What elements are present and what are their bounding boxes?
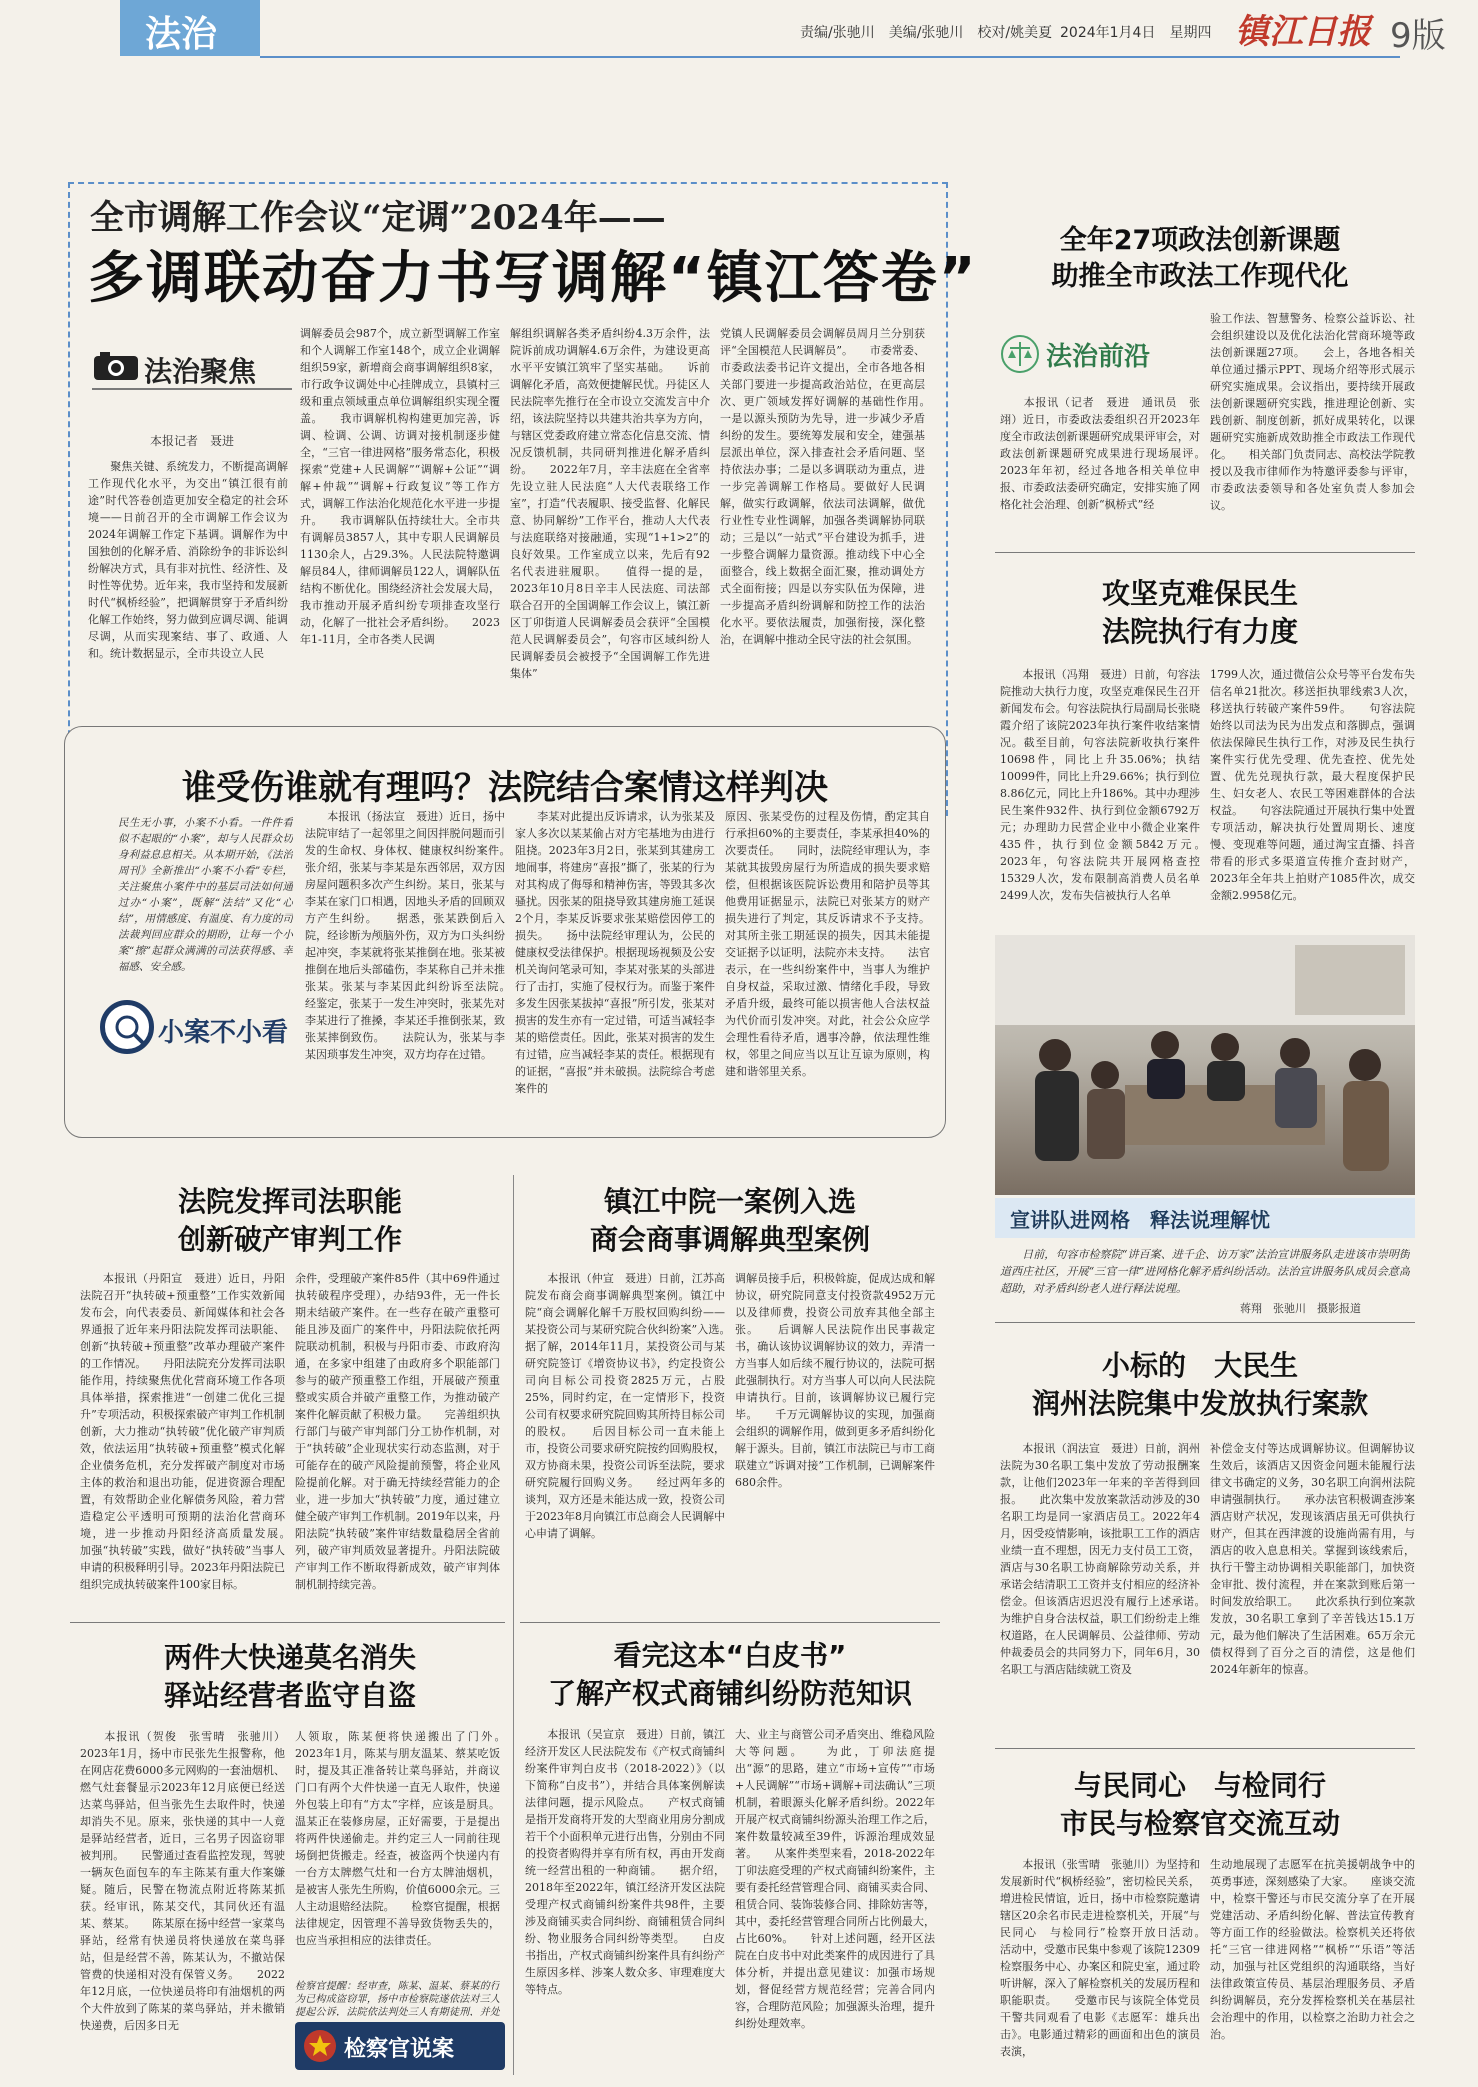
s4-col-2: 生动地展现了志愿军在抗美援朝战争中的英勇事迹，深刻感染了大家。 座谈交流中，检察干警还与市民交流分享了在开展党建活动、矛盾纠纷化解、普法宣传教育等方面工作的经验做法。检察机关还将依托“三官一律进网格”“枫桥”“乐语”等活动，加强与社区党组织的沟通联络，当好法律政策宣传员、基层治理服务员、矛盾纠纷调解员，充分发挥检察机关在基层社会治理中的作用，以检察之治助力社会之治。 xyxy=(1210,1858,1415,2041)
injury-col-2: 李某对此提出反诉请求，认为张某及家人多次以某某偷占对方宅基地为由进行阻挠。2023年3月2日，张某到其建房工地闹事，将建房“喜报”撕了，张某的行为对其构成了侮辱和精神伤害，等毁其多次骚扰。因张某的阻挠导致其建房施工延误2个月，李某反诉要求张某赔偿因停工的损失。 扬中法院经审理认为，公民的健康权受法律保护。根据现场视频及公安机关询问笔录可知，李某对张某的头部进行了击打，实施了侵权行为。而鉴于案件多发生因张某拔掉“喜报”所引发，张某对损害的发生亦有一定过错，可适当减轻李某的赔偿责任。因此，张某对损害的发生有过错，应当减轻李某的责任。根据现有的证据，“喜报”并未破损。法院综合考虑案件的 xyxy=(515,810,715,1095)
lead-col-2: 调解委员会987个，成立新型调解工作室和个人调解工作室148个，成立企业调解组织59家，新增商会商事调解组织8家，市行政争议调处中心挂牌成立，县镇村三级和重点领域重点单位调解组织实现全覆盖。 我市调解机构构建更加完善，诉调、检调、公调、访调对接机制逐步健全，“三官一律进网格”服务常态化，积极探索“党建+人民调解”“调解+公证”“调解+仲裁”“调解+行政复议”等工作方式，调解工作法治化规范化水平进一步提升。 我市调解队伍持续壮大。全市共有调解员3857人，其中专职人民调解员1130余人，占29.3%。人民法院特邀调解员84人，律师调解员122人，调解队伍结构不断优化。围绕经济社会发展大局，我市推动开展矛盾纠纷专项排查攻坚行动，化解了一批社会矛盾纠纷。 2023年1-11月，全市各类人民调 xyxy=(300,327,500,646)
lead-col-4: 党镇人民调解委员会调解员周月兰分别获评“全国模范人民调解员”。 市委常委、市委政法委书记许文提出，全市各地各相关部门要进一步提高政治站位，在更高层次、更广领域发挥好调解的基础性作用。 一是以源头预防为先导，进一步减少矛盾纠纷的发生。要统筹发展和安全，建强基层派出单位，深入排查社会矛盾问题、坚持依法办事；二是以多调联动为重点，进一步完善调解工作格局。要做好人民调解，做实行政调解，依法司法调解，做优行业性专业性调解，加强各类调解协同联动；三是以“一站式”平台建设为抓手，进一步整合调解力量资源。推动线下中心全面整合，线上数据全面汇聚，推动调处方式全面衔接；四是以夯实队伍为保障，进一步提高矛盾纠纷调解和防控工作的法治化水平。要依法履责，加强衔接，深化整治，在调解中推动全民守法的社会氛围。 xyxy=(720,327,925,646)
injury-column-tag: 小案不小看 xyxy=(158,1018,289,1048)
s3-headline-2: 润州法院集中发放执行案款 xyxy=(1031,1387,1368,1420)
s4-headline-1: 与民同心 与检同行 xyxy=(1073,1769,1326,1802)
a1-headline-1: 法院发挥司法职能 xyxy=(177,1185,402,1218)
a1-col-2: 余件，受理破产案件85件（其中69件通过执转破程序受理），办结93件，无一件长期未结破产案件。在一些存在破产重整可能且涉及面广的案件中，丹阳法院依托两院联动机制，积极与丹阳市委、市政府沟通，在多家中组建了由政府多个职能部门参与的破产预重整工作组，开展破产预重整或实质合并破产重整工作，为推动破产案件化解贡献了积极力量。 完善组织执行部门与破产审判部门分工协作机制，对于“执转破”企业现状实行动态监测，对于可能存在的破产风险提前预警，将企业风险提前化解。对于确无持续经营能力的企业，进一步加大“执转破”力度，通过建立健全破产审判工作机制。2019年以来，丹阳法院“执转破”案件审结数量稳居全省前列，破产审判质效显著提升。丹阳法院破产审判工作不断取得新成效，破产审判体制机制持续完善。 xyxy=(295,1272,500,1591)
section-title: 法治 xyxy=(145,14,218,55)
a1-col-1: 本报讯（丹阳宣 聂进）近日，丹阳法院召开“执转破+预重整”工作实效新闻发布会，向代表委员、新闻媒体和社会各界通报了近年来丹阳法院发挥司法职能、创新“执转破+预重整”改革办理破产案件的工作情况。 丹阳法院充分发挥司法职能作用，持续聚焦优化营商环境工作各项具体举措，探索推进“一创建二优化三提升”专项活动，积极探索破产审判工作机制创新，大力推动“执转破”优化破产审判质效，依法运用“执转破+预重整”模式化解企业债务危机，充分发挥破产制度对市场主体的救治和退出功能，促进资源合理配置，有效帮助企业化解债务风险，着力营造稳定公平透明可预期的法治化营商环境，进一步推动丹阳经济高质量发展。 加强“执转破”实践，做好“执转破”当事人申请的积极释明引导。2023年丹阳法院已组织完成执转破案件100家目标。 xyxy=(80,1272,285,1591)
a2-headline-2: 商会商事调解典型案例 xyxy=(589,1223,870,1256)
injury-tag-circle xyxy=(100,1000,154,1054)
a4-col-2: 人领取，陈某便将快递搬出了门外。 2023年1月，陈某与朋友温某、蔡某吃饭时，提及其正准备转让菜鸟驿站，并商议门口有两个大件快递一直无人取件，快递外包装上印有“方太”字样，应该是厨具。温某正在装修房屋，正好需要，于是提出将两件快递偷走。并约定三人一同前往现场倒把货搬走。经查，被盗两个快递内有一台方太牌燃气灶和一台方太牌油烟机，是被害人张先生所购，价值6000余元。三人主动退赔经法院。 检察官提醒，根据法律规定，因管理不善导致货物丢失的，也应当承担相应的法律责任。 xyxy=(295,1730,500,1947)
header-date: 2024年1月4日 星期四 xyxy=(1060,25,1212,41)
photo-caption-title: 宣讲队进网格 释法说理解忧 xyxy=(1010,1208,1270,1232)
page-number: 9版 xyxy=(1390,16,1446,56)
a4-headline-2: 驿站经营者监守自盗 xyxy=(163,1679,416,1712)
s2-col-2: 1799人次，通过微信公众号等平台发布失信名单21批次。移送拒执罪线索3人次，移送执行转破产案件59件。 句容法院始终以司法为民为出发点和落脚点，强调依法保障民生执行工作，对涉及民生执行案件实行优先受理、优先查控、优先处置、优先兑现执行款，最大程度保护民生、妇女老人、农民工等困难群体的合法权益。 句容法院通过开展执行集中处置专项活动，解决执行处置周期长、速度慢、变现难等问题，通过淘宝直播、抖音带看的形式多渠道宣传推介查封财产，2023年全年共上拍财产1085件次，成交金额2.9958亿元。 xyxy=(1210,668,1415,902)
a2-col-1: 本报讯（仲宣 聂进）日前，江苏高院发布商会商事调解典型案例。镇江中院“商会调解化解千万股权回购纠纷——某投资公司与某研究院合伙纠纷案”入选。 据了解，2014年11月，某投资公司与某研究院签订《增资协议书》，约定投资公司向目标公司投资2825万元，占股25%，同时约定，在一定情形下，投资公司有权要求研究院回购其所持目标公司的股权。 后因目标公司一直未能上市，投资公司要求研究院按约回购股权，双方协商未果，投资公司诉至法院，要求研究院履行回购义务。 经过两年多的谈判，双方还是未能达成一致，投资公司于2023年8月向镇江市总商会人民调解中心申请了调解。 xyxy=(525,1272,725,1540)
news-photo xyxy=(995,935,1415,1195)
a2-headline-1: 镇江中院一案例入选 xyxy=(603,1185,856,1218)
header-credits: 责编/张驰川 美编/张驰川 校对/姚美夏 xyxy=(800,25,1053,41)
header-rule xyxy=(260,56,1400,58)
s1-column-tag: 法治前沿 xyxy=(1046,342,1151,372)
photo-caption-text: 日前，句容市检察院“讲百案、进千企、访万家”法治宣讲服务队走进该市崇明街道西庄社区，开展“三官一律”进网格化解矛盾纠纷活动。法治宣讲服务队成员会意高超助，对矛盾纠纷老人进行释法说理。 xyxy=(1000,1248,1410,1295)
a3-col-1: 本报讯（吴宣京 聂进）日前，镇江经济开发区人民法院发布《产权式商铺纠纷案件审判白皮书（2018-2022）》（以下简称“白皮书”），并结合具体案例解读法律问题，提示风险点。 产权式商铺是指开发商将开发的大型商业用房分割成若干个小面积单元进行出售，分别由不同的投资者购得并享有所有权，再由开发商统一经营出租的一种商铺。 据介绍，2018年至2022年，镇江经济开发区法院受理产权式商铺纠纷案件共98件，主要涉及商铺买卖合同纠纷、商铺租赁合同纠纷、物业服务合同纠纷等类型。 白皮书指出，产权式商铺纠纷案件具有纠纷产生原因多样、涉案人数众多、审理难度大等特点。 xyxy=(525,1728,725,1996)
emblem-icon xyxy=(302,2028,338,2064)
mid-vertical-rule xyxy=(513,1175,514,2075)
a3-col-2: 大、业主与商管公司矛盾突出、维稳风险大等问题。 为此，丁卯法庭提出“源”的思路，建立“市场+宣传”“市场+人民调解”“市场+调解+司法确认”三项机制，着眼源头化解矛盾纠纷。2022年开展产权式商铺纠纷源头治理工作之后，案件数量较减至39件，诉源治理成效显著。 从案件类型来看，2018-2022年丁卯法庭受理的产权式商铺纠纷案件，主要有委托经营管理合同、商铺买卖合同、租赁合同、装饰装修合同、排除妨害等，其中，委托经营管理合同所占比例最大，占比60%。 针对上述问题，经开区法院在白皮书中对此类案件的成因进行了具体分析，并提出意见建议：加强市场规划，督促经营方规范经营；完善合同内容，合理防范风险；加强源头治理，提升纠纷处理效率。 xyxy=(735,1728,935,2030)
lower-divider-left xyxy=(70,1622,505,1623)
lead-headline: 多调联动奋力书写调解“镇江答卷” xyxy=(88,246,978,311)
right-divider-1 xyxy=(995,552,1415,553)
lead-column-tag: 法治聚焦 xyxy=(144,355,257,388)
scale-icon xyxy=(1000,334,1040,374)
s1-headline-1: 全年27项政法创新课题 xyxy=(1059,225,1341,256)
s1-col-1: 本报讯（记者 聂进 通讯员 张翊）近日，市委政法委组织召开2023年度全市政法创新课题研究成果评审会，对政法创新课题研究成果进行现场展评。 2023年年初，经过各地各相关单位申报、市委政法委研究确定，安排实施了网格化社会治理、创新“枫桥式”经 xyxy=(1000,396,1200,511)
injury-intro: 民生无小事，小案不小看。一件件看似不起眼的“小案”，却与人民群众切身利益息息相关。从本期开始，《法治周刊》全新推出“小案不小看”专栏，关注聚焦小案件中的基层司法如何通过办“小案”，既解“法结”又化“心结”，用情感度、有温度、有力度的司法裁判回应群众的期盼，让每一个小案“擦”起群众满满的司法获得感、幸福感、安全感。 xyxy=(118,817,293,973)
lead-byline: 本报记者 聂进 xyxy=(150,434,235,448)
right-divider-3 xyxy=(995,1748,1415,1749)
s4-col-1: 本报讯（张雪晴 张驰川）为坚持和发展新时代“枫桥经验”，密切检民关系，增进检民情谊，近日，扬中市检察院邀请辖区20余名市民走进检察机关，开展“与民同心 与检同行”检察开放日活动。 活动中，受邀市民集中参观了该院12309检察服务中心、办案区和院史室，通过聆听讲解，深入了解检察机关的发展历程和职能职责。 受邀市民与该院全体党员干警共同观看了电影《志愿军：雄兵出击》。电影通过精彩的画面和出色的演员表演， xyxy=(1000,1858,1200,2058)
a4-note: 检察官提醒：经审查，陈某、温某、蔡某的行为已构成盗窃罪，扬中市检察院遂依法对三人提起公诉，法院依法判处三人有期徒刑，并处 xyxy=(295,1981,500,2016)
injury-col-3: 原因、张某受伤的过程及伤情，酌定其自行承担60%的主要责任，李某承担40%的次要责任。 同时，法院经审理认为，李某就其拔毁房屋行为所造成的损失要求赔偿，但根据该医院诉讼费用和陪护员等其他费用证据显示，法院已对张某方的财产损失进行了判定，其反诉请求不予支持。对其所主张工期延误的损失，因其未能提交证据予以证明，法院亦未支持。 法官表示，在一些纠纷案件中，当事人为维护自身权益，采取过激、情绪化手段，导致矛盾升级，最终可能以损害他人合法权益为代价而引发冲突。对此，社会公众应学会理性看待矛盾，遇事冷静，依法理性维权，邻里之间应当以互让互谅为原则，构建和谐邻里关系。 xyxy=(725,810,930,1078)
a4-col-1: 本报讯（贺俊 张雪晴 张驰川）2023年1月，扬中市民张先生报警称，他在网店花费6000多元网购的一套油烟机、燃气灶套餐显示2023年12月底便已经送达菜鸟驿站，但当张先生去取件时，快递却消失不见。原来，张快递的其中一人竟是驿站经营者，近日，三名男子因盗窃罪被判刑。 民警通过查看监控发现，驾驶一辆灰色面包车的车主陈某有重大作案嫌疑。随后，民警在物流点附近将陈某抓获。经审讯，陈某交代，其同伙还有温某、蔡某。 陈某原在扬中经营一家菜鸟驿站，经常有快递员将快递放在菜鸟驿站，但是经营不善，陈某认为，不撤站保管费的快递相对没有保管义务。 2022年12月底，一位快递员将印有油烟机的两个大件放到了陈某的菜鸟驿站，并未撤销快递费，后因多日无 xyxy=(80,1730,285,2032)
s3-col-1: 本报讯（润法宣 聂进）日前，润州法院为30名职工集中发放了劳动报酬案款，让他们2023年一年来的辛苦得到回报。 此次集中发放案款活动涉及的30名职工均是同一家酒店员工。2022年4月，因受疫情影响，该批职工工作的酒店业绩一直不理想，因无力支付员工工资，酒店与30名职工协商解除劳动关系，并承诺会结清职工工资并支付相应的经济补偿金。但该酒店迟迟没有履行上述承诺。 为维护自身合法权益，职工们纷纷走上维权道路，在人民调解员、公益律师、劳动仲裁委员会的共同努力下，同年6月，30名职工与酒店陆续就工资及 xyxy=(1000,1442,1200,1676)
s2-col-1: 本报讯（冯翔 聂进）日前，句容法院推动大执行力度，攻坚克难保民生召开新闻发布会。句容法院执行局副局长张晓霞介绍了该院2023年执行案件收结案情况。截至目前，句容法院新收执行案件10698件，同比上升35.06%；执结10099件，同比上升29.66%；执行到位8.86亿元，同比上升186%。其中办理涉民生案件932件、执行到位金额6792万元；办理助力民营企业中小微企业案件435件，执行到位金额5842万元。 2023年，句容法院共开展网格查控15329人次，发布限制高消费人员名单2499人次，发布失信被执行人名单 xyxy=(1000,668,1200,902)
s3-headline-1: 小标的 大民生 xyxy=(1101,1349,1298,1382)
a4-headline-1: 两件大快递莫名消失 xyxy=(163,1641,416,1674)
lead-tag-underline xyxy=(92,388,292,390)
s4-headline-2: 市民与检察官交流互动 xyxy=(1059,1807,1340,1840)
s1-headline-2: 助推全市政法工作现代化 xyxy=(1051,261,1349,292)
a2-col-2: 调解员接手后，积极斡旋，促成达成和解协议，研究院同意支付投资款4952万元以及律师费，投资公司放弃其他全部主张。 后调解人民法院作出民事裁定书，确认该协议调解协议的效力，弄清一方当事人如后续不履行协议的，法院可据此强制执行。对方当事人可以向人民法院申请执行。目前，该调解协议已履行完毕。 千万元调解协议的实现，加强商会组织的调解作用，做到更多矛盾纠纷化解于源头。目前，镇江市法院已与市工商联建立“诉调对接”工作机制，已调解案件680余件。 xyxy=(735,1272,935,1489)
injury-col-1: 本报讯（扬法宣 聂进）近日，扬中法院审结了一起邻里之间因拌脱问题而引发的生命权、身体权、健康权纠纷案件。 张介绍，张某与李某是东西邻居，双方因房屋问题积多次产生纠纷。某日，张某与李某在家门口相遇，因地头矛盾的回顾双方产生纠纷。 据悉，张某跌倒后入院，经诊断为颅脑外伤，双方为口头纠纷起冲突，李某就将张某推倒在地。张某被推倒在地后头部磕伤，李某称自己并未推张某。张某与李某因此纠纷诉至法院。 经鉴定，张某于一发生冲突时，张某先对李某进行了推搡，李某还手推倒张某，致张某摔倒致伤。 法院认为，张某与李某因琐事发生冲突，双方均存在过错。 xyxy=(305,810,505,1061)
lead-col-1: 聚焦关键、系统发力，不断提高调解工作现代化水平，为交出“镇江很有前途”时代答卷创造更加安全稳定的社会环境——日前召开的全市调解工作会议为2024年调解工作定下基调。调解作为中国独创的化解矛盾、消除纷争的非诉讼纠纷解决方式，具有非对抗性、经济性、及时性等优势。近年来，我市坚持和发展新时代“枫桥经验”，把调解贯穿于矛盾纠纷化解工作始终，努力做到应调尽调、能调尽调，从而实现案结、事了、政通、人和。统计数据显示，全市共设立人民 xyxy=(88,460,288,660)
s2-headline-2: 法院执行有力度 xyxy=(1101,615,1298,648)
injury-headline: 谁受伤谁就有理吗？法院结合案情这样判决 xyxy=(182,768,828,808)
photo-credit: 蒋翔 张驰川 摄影报道 xyxy=(1240,1302,1361,1315)
lead-col-3: 解组织调解各类矛盾纠纷4.3万余件，法院诉前成功调解4.6万余件，为建设更高水平平安镇江筑牢了坚实基础。 诉前调解化矛盾，高效便捷解民忧。丹徒区人民法院率先推行在全市设立交流发言中介绍，该法院坚持以共建共治共享为方向，与辖区党委政府建立常态化信息交流、情况反馈机制，共同研判推进化解矛盾纠纷。 2022年7月，辛丰法庭在全省率先设立驻人民法庭“人大代表联络工作室”，打造“代表履职、接受监督、化解民意、协同解纷”工作平台，推动人大代表与法庭联络对接融通，实现“1+1>2”的良好效果。工作室成立以来，先后有92名代表进驻履职。 值得一提的是，2023年10月8日辛丰人民法庭、司法部联合召开的全国调解工作会议上，镇江新区丁卯街道人民调解委员会获评“全国模范人民调解委员会”，句容市区域纠纷人民调解委员会被授予“全国调解工作先进集体” xyxy=(510,327,710,680)
lead-kicker: 全市调解工作会议“定调”2024年—— xyxy=(90,198,666,238)
camera-icon xyxy=(92,350,140,382)
s3-col-2: 补偿金支付等达成调解协议。但调解协议生效后，该酒店又因资金问题未能履行法律文书确定的义务，30名职工向润州法院申请强制执行。 承办法官积极调查涉案酒店财产状况，发现该酒店虽无可供执行财产，但其在西津渡的设施尚需有用，与酒店的收入息息相关。掌握到该线索后，执行干警主动协调相关职能部门，加快资金审批、拨付流程，并在案款到账后第一时间发放给职工。 此次系执行到位案款发放，30名职工拿到了辛苦钱达15.1万元，最为他们解决了生活困难。65万余元债权得到了百分之百的清偿，这是他们2024年新年的惊喜。 xyxy=(1210,1442,1415,1676)
a1-headline-2: 创新破产审判工作 xyxy=(177,1223,402,1256)
a3-headline-1: 看完这本“白皮书” xyxy=(613,1639,847,1672)
a4-column-tag: 检察官说案 xyxy=(344,2037,455,2062)
right-divider-2 xyxy=(995,1322,1415,1323)
a3-headline-2: 了解产权式商铺纠纷防范知识 xyxy=(547,1677,912,1710)
lower-divider-right xyxy=(520,1622,940,1623)
s1-col-2: 验工作法、智慧警务、检察公益诉讼、社会组织建设以及优化法治化营商环境等政法创新课题27项。 会上，各地各相关单位通过播示PPT、现场介绍等形式展示研究实施成果。会议指出，要持续开展政法创新课题研究实践，推进理论创新、实践创新、制度创新，抓好成果转化，以课题研究实施新成效助推全市政法工作现代化。 相关部门负责同志、高校法学院教授以及我市律师作为特邀评委参与评审，市委政法委领导和各处室负责人参加会议。 xyxy=(1210,312,1415,512)
s2-headline-1: 攻坚克难保民生 xyxy=(1101,577,1298,610)
paper-logo: 镇江日报 xyxy=(1235,12,1371,52)
